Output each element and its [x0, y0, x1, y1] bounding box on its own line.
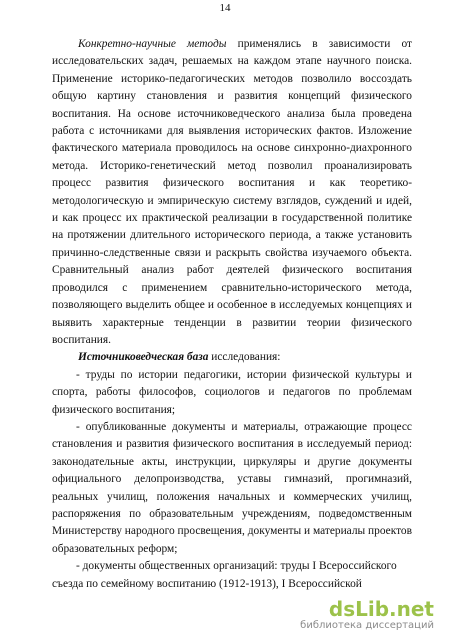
list-item-organizations-line-2: съезда по семейному воспитанию (1912-1913), I Всероссийской: [52, 577, 362, 590]
dslib-caption: библиотека диссертаций: [300, 620, 434, 631]
paragraph-methods-text: применялись в зависимости от исследовательских задач, решаемых на каждом этапе научного поиска. Применение историко-педагогических методов позволило воссоздать общую картину становления и развития концепций физического воспитания. На основе источниковедческого анализа была проведена работа с источниками для выявления исторических фактов. Изложение фактического материала проводилось на основе синхронно-диахронного метода. Историко-генетический метод позволил проанализировать процесс развития физического воспитания и как теоретико-методологическую и эмпирическую систему взглядов, суждений и идей, и как процесс их практической реализации в государственной политике на протяжении длительного исторического периода, а также установить причинно-следственные связи и раскрыть свойства изучаемого объекта. Сравнительный анализ работ деятелей физического воспитания проводился с применением сравнительно-исторического метода, позволяющего выделить общее и особенное в исследуемых концепциях и выявить характерные тенденции в развитии теории физического воспитания.: [52, 38, 412, 346]
page-number: 14: [219, 2, 231, 14]
term-source-base: Источниковедческая база: [78, 351, 209, 364]
paragraph-source-base: [52, 349, 412, 366]
list-item-organizations-line-1: - документы общественных организаций: труды I Всероссийского: [76, 560, 397, 573]
paragraph-source-base-text: исследования:: [208, 351, 281, 364]
list-item-documents: - опубликованные документы и материалы, отражающие процесс становления и развития физического воспитания в исследуемый период: законодательные акты, инструкции, циркуляры и другие документы официального делопроизводства, уставы гимназий, прогимназий, реальных училищ, положения начальных и коммерческих училищ, распоряжения по образовательным учреждениям, подведомственным Министерству народного просвещения, документы и материалы проектов образовательных реформ;: [52, 420, 412, 555]
list-item-works: - труды по истории педагогики, истории физической культуры и спорта, работы философов, социологов и педагогов по проблемам физического воспитания;: [52, 368, 412, 416]
dslib-logo: dsLib.net: [328, 597, 434, 621]
dslib-watermark[interactable]: [288, 599, 438, 631]
page-body: [52, 36, 412, 593]
list-item-organizations: [52, 558, 412, 593]
paragraph-methods: [52, 36, 412, 349]
term-concrete-methods: Конкретно-научные методы: [78, 38, 227, 50]
